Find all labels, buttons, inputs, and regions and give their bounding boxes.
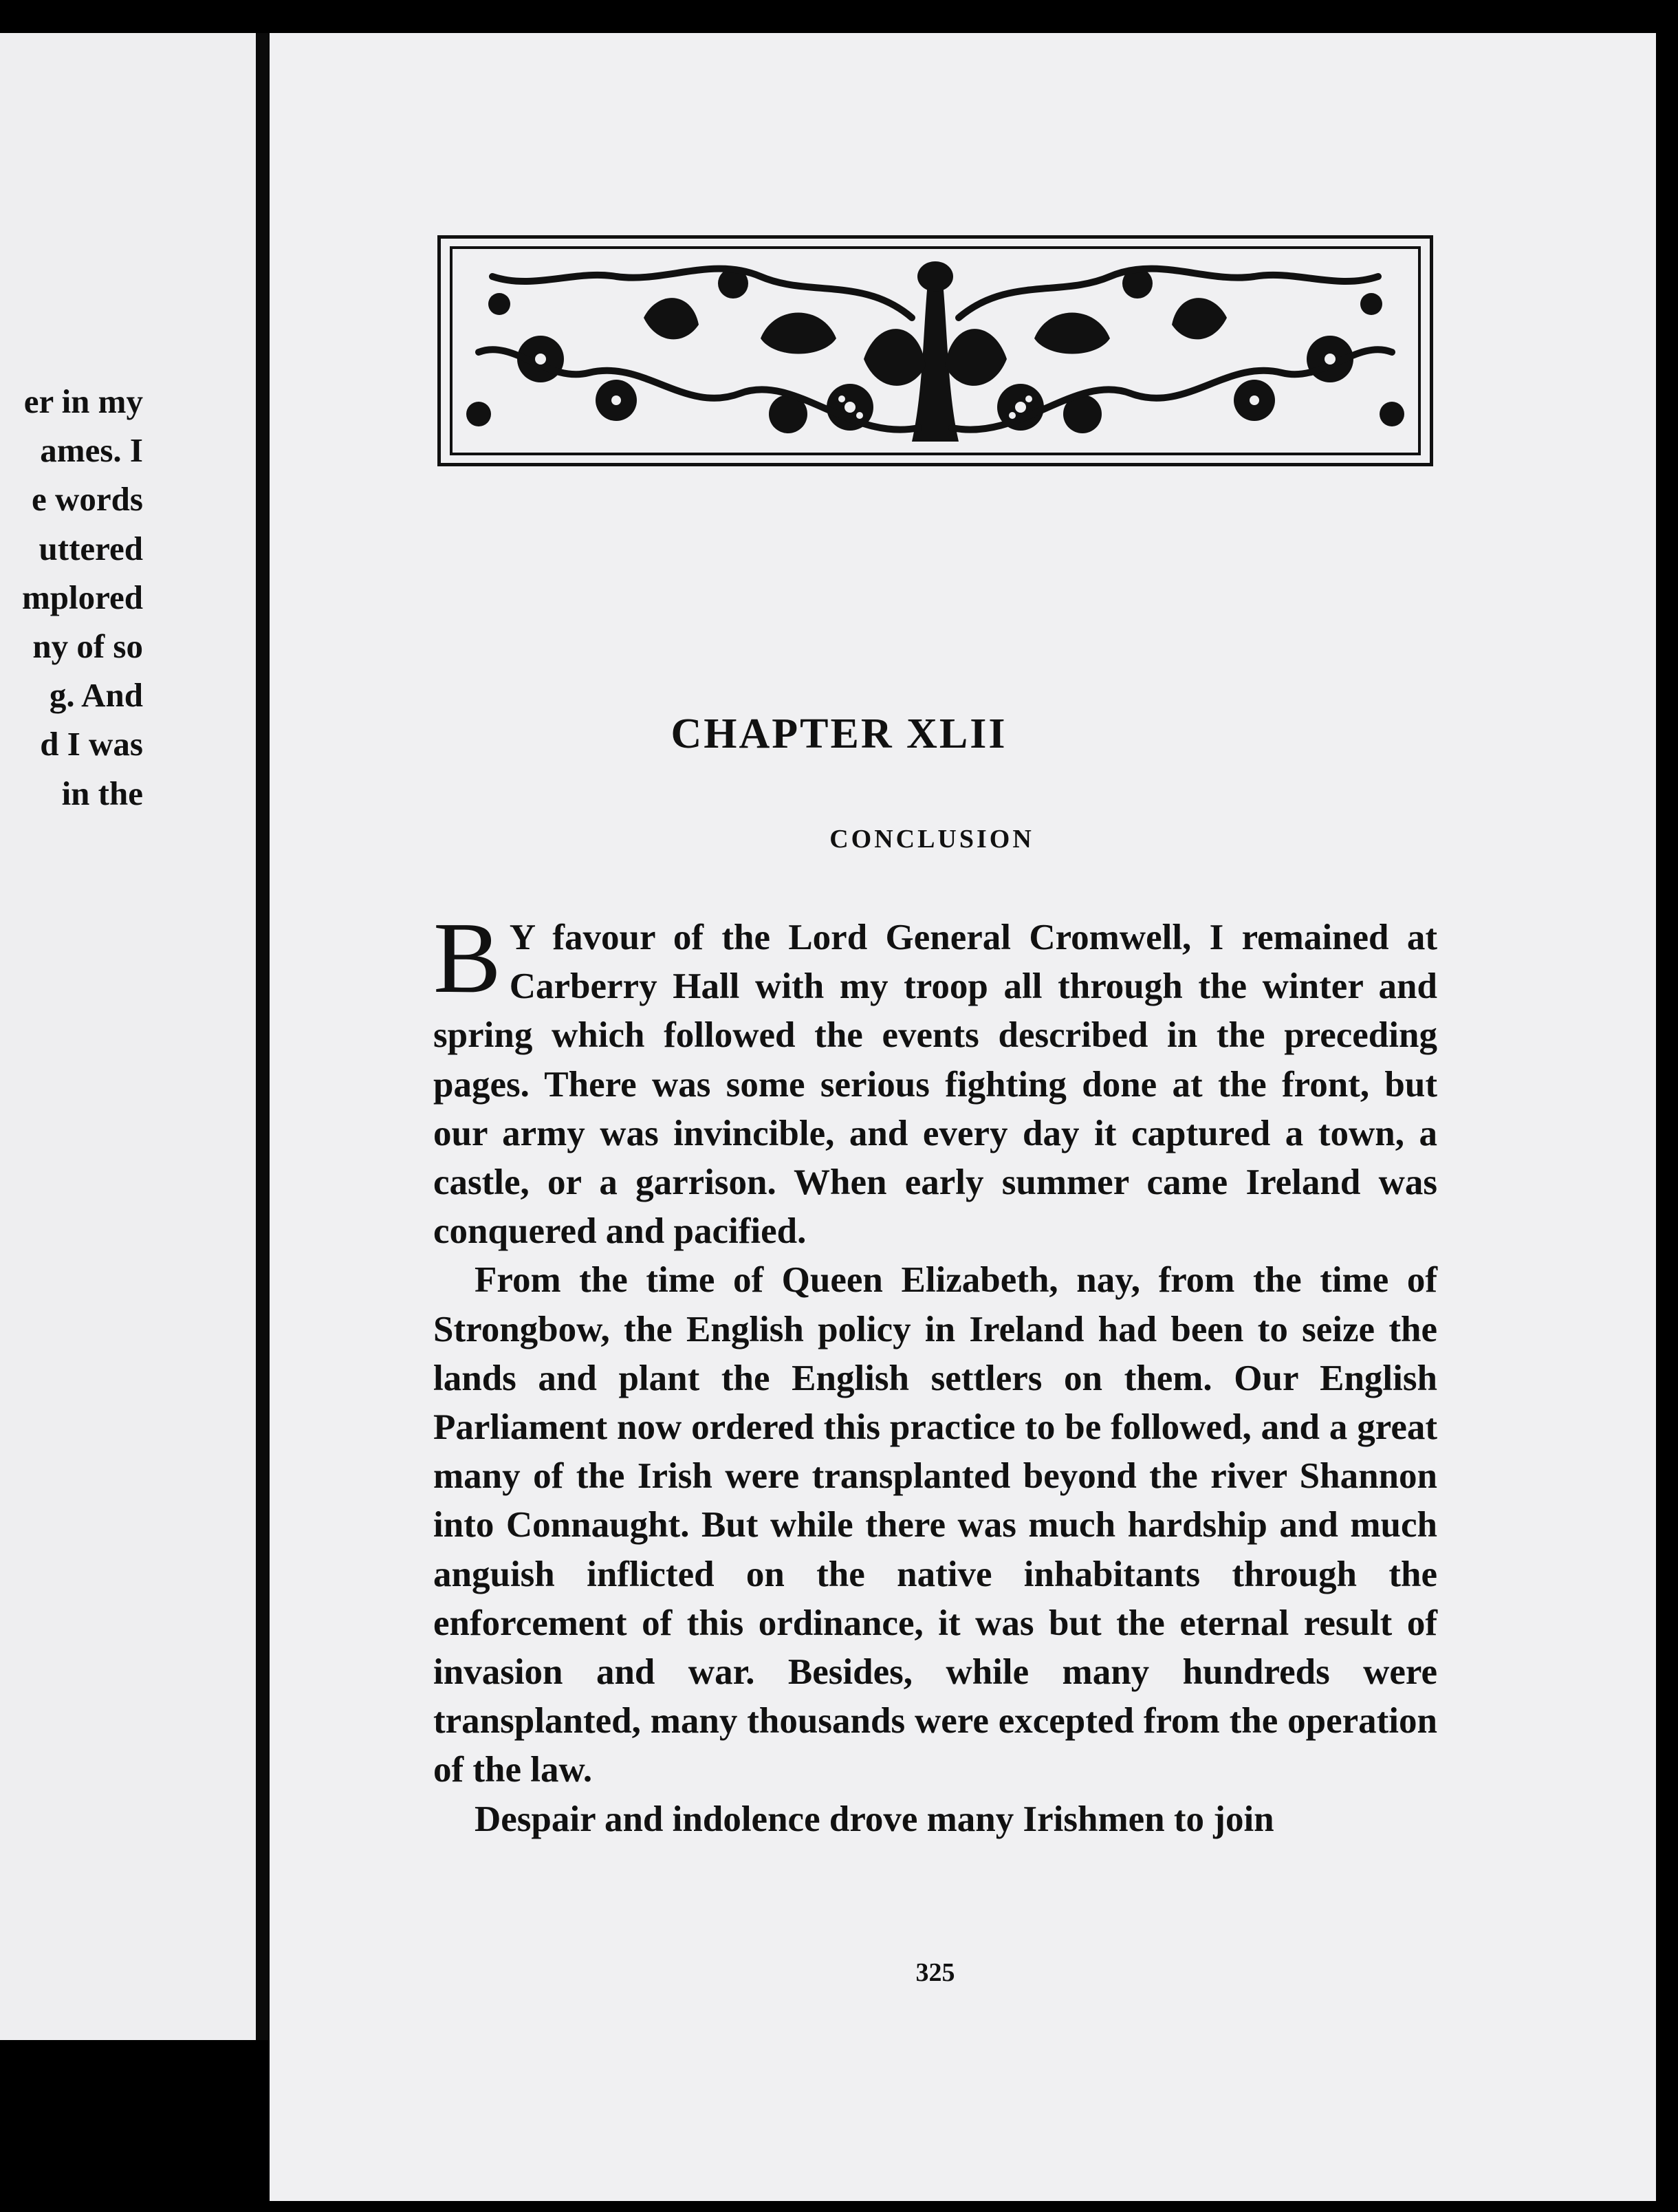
paragraph: Despair and indolence drove many Irishmen to join	[475, 1799, 1274, 1839]
left-line: ames. I	[40, 431, 143, 470]
book-gutter	[256, 33, 270, 2040]
left-line: g. And	[49, 676, 143, 715]
left-line: er in my	[23, 382, 143, 420]
page-number: 325	[915, 1958, 955, 1987]
left-line: mplored	[21, 578, 143, 616]
left-line: uttered	[39, 529, 143, 567]
chapter-subtitle: CONCLUSION	[829, 825, 1034, 854]
left-line: e words	[32, 480, 143, 519]
paragraph: From the time of Queen Elizabeth, nay, from the time of Strongbow, the English policy in Ireland had been to seize the lands and plant the English settlers on them. Our English Parliament now ordered this practice to be followed, and a great many of the Irish were transplanted beyond the river Shannon into Connaught. But while there was much hardship and much anguish inflicted on the native inhabitants through the enforcement of this ordinance, it was but the eternal result of invasion and war. Besides, while many hundreds were transplanted, many thousands were excepted from the operation of the law.	[433, 1260, 1437, 1790]
left-page	[0, 33, 256, 2040]
drop-cap: B	[433, 902, 501, 1015]
paragraph-text: Y favour of the Lord General Cromwell, I remained at Carberry Hall with my troop all through the winter and spring which followed the events described in the preceding pages. There was some serious fighting done at the front, but our army was invincible, and every day it captured a town, a castle, or a garrison. When early summer came Ireland was conquered and pacified.	[433, 918, 1437, 1252]
floral-headpiece-icon	[437, 235, 1433, 466]
left-line: ny of so	[32, 627, 143, 666]
left-line: in the	[61, 774, 143, 812]
chapter-body	[433, 902, 1437, 1844]
left-line: d I was	[40, 725, 143, 763]
chapter-title: CHAPTER XLII	[671, 711, 1007, 757]
paragraph	[433, 902, 1437, 1256]
